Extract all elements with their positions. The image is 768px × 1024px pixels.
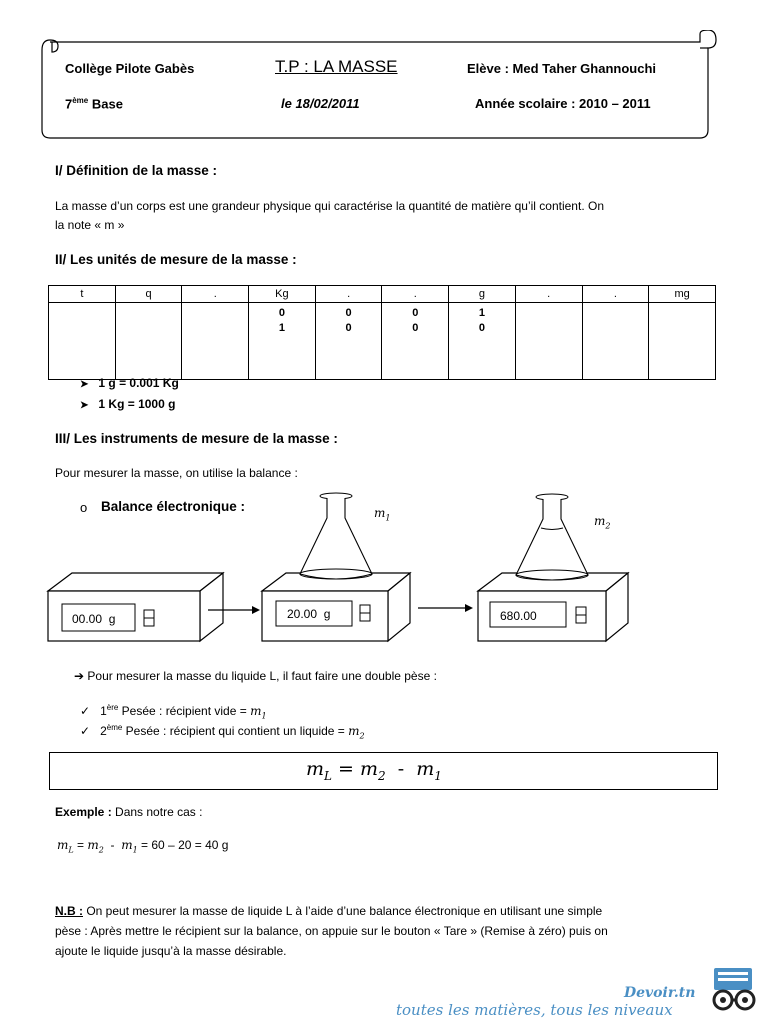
- table-cell: [115, 303, 182, 380]
- table-cell: 0 1: [249, 303, 316, 380]
- table-row: [49, 303, 716, 380]
- student-name: Elève : Med Taher Ghannouchi: [467, 61, 657, 76]
- section-title-definition: I/ Définition de la masse :: [55, 163, 218, 178]
- arrow-right-icon: [252, 606, 260, 614]
- nb-line3: ajoute le liquide jusqu’à la masse désirable.: [55, 944, 287, 958]
- school-name: Collège Pilote Gabès: [65, 61, 195, 76]
- scale-display-2: 20.00 g: [287, 607, 331, 621]
- balance-with-empty-flask: [262, 493, 410, 641]
- col-header: mg: [649, 286, 716, 303]
- conversion-bullet-1: ➤ 1 g = 0.001 Kg: [80, 376, 179, 390]
- col-header: .: [315, 286, 382, 303]
- col-header: t: [49, 286, 116, 303]
- table-cell: [182, 303, 249, 380]
- balances-diagram: [40, 488, 640, 648]
- col-header: Kg: [249, 286, 316, 303]
- grade-level: 7ème Base: [65, 96, 123, 112]
- table-cell: 1 0: [449, 303, 516, 380]
- double-pese-text: ➔ Pour mesurer la masse du liquide L, il faut faire une double pèse :: [74, 669, 437, 683]
- table-cell: [649, 303, 716, 380]
- header-scroll-frame: [40, 30, 730, 145]
- scale-display-3: 680.00: [500, 609, 537, 623]
- m2-label: $m_2$: [594, 514, 611, 531]
- units-table: [48, 285, 716, 380]
- formula: $m_L = m_2 - m_1$: [306, 758, 442, 783]
- page-title: T.P : LA MASSE: [275, 57, 398, 76]
- table-cell: 0 0: [315, 303, 382, 380]
- arrowhead-bullet-icon: ➤: [80, 379, 89, 390]
- double-arrow-icon: ➔: [74, 669, 85, 683]
- table-cell: [49, 303, 116, 380]
- col-header: q: [115, 286, 182, 303]
- nb-line1: N.B : On peut mesurer la masse de liquide L à l’aide d’une balance électronique en utilisant une simple: [55, 904, 603, 918]
- pesee-1: ✓ 1ère Pesée : récipient vide = $m_1$: [80, 703, 267, 721]
- watermark-brand: Devoir.tn: [624, 985, 696, 1001]
- instruments-intro: Pour mesurer la masse, on utilise la balance :: [55, 466, 298, 480]
- section-title-instruments: III/ Les instruments de mesure de la masse :: [55, 431, 338, 446]
- col-header: g: [449, 286, 516, 303]
- col-header: .: [382, 286, 449, 303]
- col-header: .: [515, 286, 582, 303]
- balance-empty: [48, 573, 223, 641]
- m1-label: $m_1$: [374, 506, 391, 523]
- conversion-bullet-2: ➤ 1 Kg = 1000 g: [80, 397, 176, 411]
- example-calc: $m_L = m_2 - m_1 = 60 - 20 = 40$ g: [57, 838, 229, 855]
- check-icon: ✓: [80, 704, 91, 718]
- arrow-right-icon: [465, 604, 473, 612]
- watermark-slogan: toutes les matières, tous les niveaux: [396, 1001, 673, 1019]
- nb-line2: pèse : Après mettre le récipient sur la balance, on appuie sur le bouton « Tare » (Remise à zéro) puis on: [55, 924, 608, 938]
- arrowhead-bullet-icon: ➤: [80, 400, 89, 411]
- definition-text-line2: la note « m »: [55, 218, 125, 232]
- table-header-row: [49, 286, 716, 303]
- school-year: Année scolaire : 2010 – 2011: [475, 96, 651, 111]
- definition-text-line1: La masse d’un corps est une grandeur physique qui caractérise la quantité de matière qu’il contient. On: [55, 199, 604, 213]
- glasses-logo-icon: [708, 966, 760, 1018]
- scale-display-1: 00.00 g: [72, 612, 116, 626]
- table-cell: 0 0: [382, 303, 449, 380]
- table-cell: [515, 303, 582, 380]
- subsection-title-balance: Balance électronique :: [101, 499, 246, 514]
- example-heading: Exemple : Dans notre cas :: [55, 805, 203, 819]
- check-icon: ✓: [80, 724, 91, 738]
- pesee-2: ✓ 2ème Pesée : récipient qui contient un liquide = $m_2$: [80, 723, 365, 741]
- table-cell: [582, 303, 649, 380]
- section-title-units: II/ Les unités de mesure de la masse :: [55, 252, 297, 267]
- col-header: .: [182, 286, 249, 303]
- date: le 18/02/2011: [281, 96, 360, 111]
- circle-bullet-icon: o: [80, 500, 88, 515]
- col-header: .: [582, 286, 649, 303]
